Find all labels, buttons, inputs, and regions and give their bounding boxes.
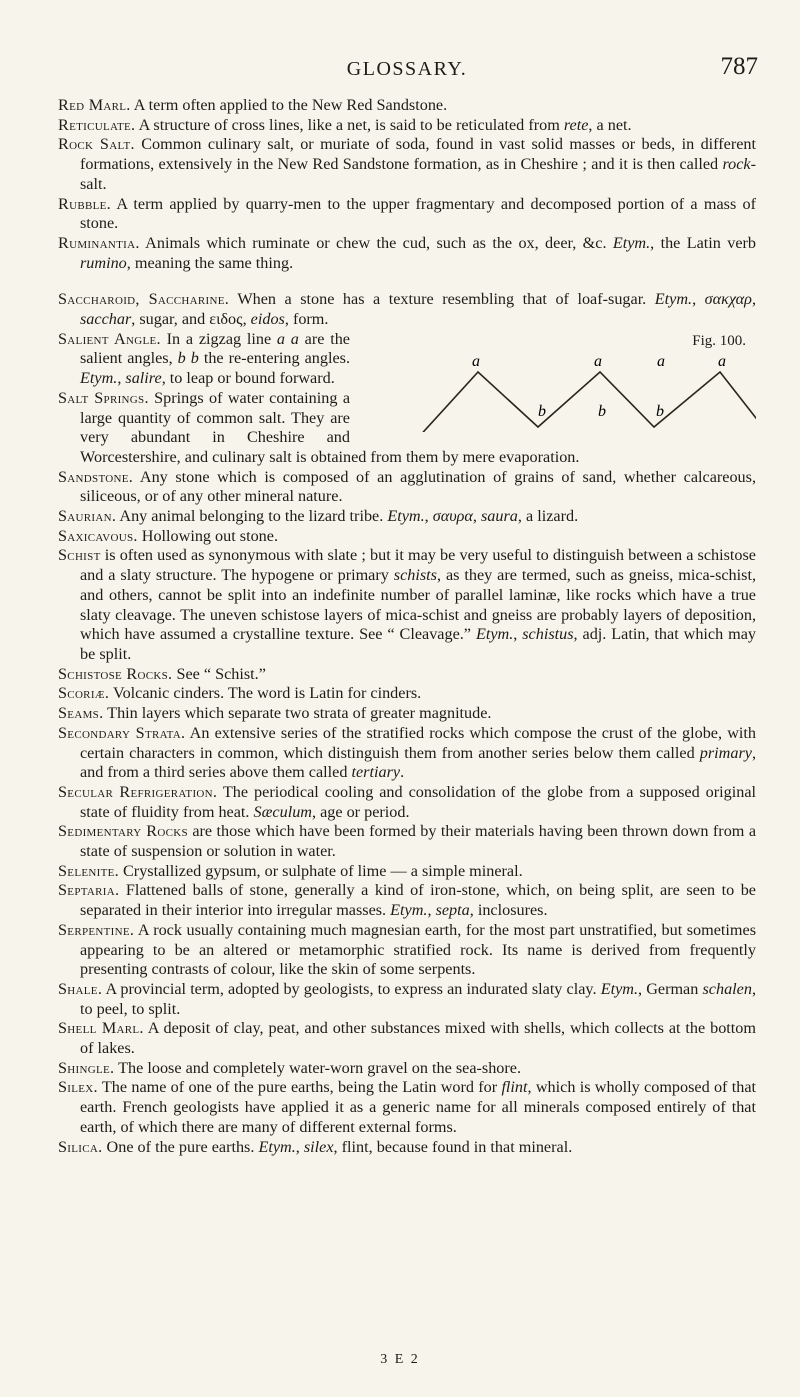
entry-definition: Any stone which is composed of an agglutination of grains of sand, whether calcareous, siliceous, or of any other mineral nature. <box>80 467 756 506</box>
entry-term: Ruminantia. <box>58 233 140 252</box>
entry-term: Schist <box>58 546 101 565</box>
printer-signature: 3 E 2 <box>380 1352 420 1367</box>
etymology-word: eidos <box>250 310 285 329</box>
entry-definition: Common culinary salt, or muriate of soda, found in vast solid masses or beds, in different formations, extensively in the New Red Sandstone formation, as in Cheshire ; and it is then called <box>80 135 756 174</box>
etymology-label: Etym. <box>612 233 651 252</box>
glossary-body <box>58 96 756 1157</box>
entry-definition: The periodical cooling and consolidation of the globe from a supposed original state of fluidity from heat. <box>80 782 757 821</box>
entry-term: Schistose Rocks. <box>58 664 173 683</box>
greek-word: σαυρα <box>432 507 473 526</box>
entry-red-marl <box>58 96 756 116</box>
entry-definition: See “ Schist.” <box>172 664 266 683</box>
entry-definition: Animals which ruminate or chew the cud, such as the ox, deer, &c. <box>139 233 613 252</box>
running-title: GLOSSARY. <box>346 58 468 80</box>
zigzag-diagram <box>360 332 756 432</box>
entry-selenite <box>58 862 756 882</box>
entry-term: Selenite. <box>58 861 119 880</box>
entry-term: Sedimentary Rocks <box>58 822 188 841</box>
figure-reference: a a <box>276 329 299 348</box>
entry-definition: , a lizard. <box>517 507 579 526</box>
entry-definition: are those which have been formed by their materials having been thrown down from a state of suspension or solution in water. <box>80 822 757 861</box>
entry-definition: , and from a third series above them called <box>80 743 756 782</box>
entry-definition: , <box>424 507 433 526</box>
entry-term: Saurian. <box>58 507 117 526</box>
greek-word: ειδος <box>209 310 243 329</box>
entry-term: Reticulate. <box>58 115 136 134</box>
greek-word: σακχαρ <box>704 290 752 309</box>
entry-scoriae <box>58 684 756 704</box>
entry-definition: An extensive series of the stratified rocks which compose the crust of the globe, with certain characters in common, which distinguish them from another series below them called <box>80 723 756 762</box>
entry-definition: One of the pure earths. <box>102 1137 259 1156</box>
entry-septaria <box>58 881 756 920</box>
emphasis-word: schists <box>393 566 437 585</box>
entry-definition: , German <box>638 979 703 998</box>
entry-serpentine <box>58 921 756 980</box>
entry-definition: , to leap or bound forward. <box>161 369 335 388</box>
entry-definition: . <box>400 763 405 782</box>
entry-term: Secondary Strata. <box>58 723 186 742</box>
entry-term: Serpentine. <box>58 920 135 939</box>
entry-definition: , <box>242 310 251 329</box>
point-label: a <box>472 352 480 370</box>
entry-term: Shale. <box>58 979 103 998</box>
figure-label: Fig. 100. <box>692 332 746 349</box>
entry-definition: , which is wholly composed of that earth. French geologists have applied it as a generic name for all minerals composed entirely of that earth, of which there are many of different external forms. <box>80 1078 756 1136</box>
entry-definition: A rock usually containing much magnesian earth, for the most part unstratified, but sometimes appearing to be an altered or metamorphic stratified rock. Its name is derived from frequently presenting contrasts of colour, like the skin of some serpents. <box>80 920 756 979</box>
entry-term: Shingle. <box>58 1058 115 1077</box>
etymology-label: Etym. <box>80 369 118 388</box>
entry-definition: , as they are termed, such as gneiss, mica-schist, and others, cannot be split into an indefinite number of parallel laminæ, like rocks which have a true slaty cleavage. The uneven schistose layers of mica-schist and gneiss are probably layers of deposition, which have assumed a crystalline texture. See “ Cleavage.” <box>80 566 756 644</box>
etymology-word: sacchar <box>80 310 132 329</box>
entry-term: Saccharoid, Saccharine. <box>58 290 230 309</box>
entry-definition: A term applied by quarry-men to the upper fragmentary and decomposed portion of a mass of stone. <box>80 194 756 233</box>
page-number: 787 <box>720 53 758 80</box>
entry-term: Saxicavous. <box>58 526 138 545</box>
entry-term: Red Marl. <box>58 96 131 114</box>
entry-rubble <box>58 195 756 234</box>
emphasis-word: tertiary <box>351 763 401 782</box>
entry-definition: Springs of water containing a large quantity of common salt. They are very abundant in Cheshire and Worcestershire, and culinary salt is obtained from them by mere evaporation. <box>80 388 580 466</box>
entry-definition: , sugar, and <box>131 310 210 329</box>
etymology-word: silex <box>303 1137 334 1156</box>
entry-definition: , flint, because found in that mineral. <box>333 1137 573 1156</box>
point-label: a <box>718 352 726 370</box>
entry-definition: In a zigzag line <box>160 329 277 348</box>
entry-definition: , <box>427 901 436 920</box>
etymology-word: schistus <box>522 625 574 644</box>
etymology-label: Etym. <box>475 625 514 644</box>
etymology-word: salire <box>125 369 162 388</box>
entry-term: Silex. <box>58 1078 98 1097</box>
entry-ruminantia <box>58 234 756 273</box>
entry-term: Rubble. <box>58 194 111 213</box>
entry-definition: Thin layers which separate two strata of greater magnitude. <box>103 704 492 723</box>
entry-definition: A deposit of clay, peat, and other substances mixed with shells, which collects at the bottom of lakes. <box>80 1019 756 1058</box>
emphasis-word: primary <box>699 743 752 762</box>
point-label: a <box>657 352 665 370</box>
entry-secular-refrigeration <box>58 783 756 822</box>
entry-term: Rock Salt. <box>58 135 135 154</box>
entry-definition: Flattened balls of stone, generally a kind of iron-stone, which, on being split, are seen to be separated in their interior into irregular masses. <box>80 881 756 920</box>
entry-saccharoid <box>58 290 756 329</box>
entry-definition: Crystallized gypsum, or sulphate of lime — a simple mineral. <box>118 861 523 880</box>
etymology-word: rumino <box>80 253 127 272</box>
entry-term: Seams. <box>58 704 104 723</box>
entry-definition: A provincial term, adopted by geologists, to express an indurated slaty clay. <box>102 979 601 998</box>
entry-definition: , <box>751 290 757 309</box>
entry-definition: -salt. <box>80 155 756 193</box>
entry-definition: Any animal belonging to the lizard tribe. <box>116 507 388 526</box>
entry-definition: , adj. Latin, that which may be split. <box>80 625 757 663</box>
entry-shell-marl <box>58 1019 756 1058</box>
entry-reticulate <box>58 116 756 136</box>
entry-shingle <box>58 1059 756 1079</box>
entry-silica <box>58 1138 756 1158</box>
emphasis-word: flint <box>501 1078 528 1097</box>
entry-definition: are the salient angles, <box>80 329 350 368</box>
emphasis-word: rock <box>722 155 751 174</box>
entry-definition: , age or period. <box>311 802 410 821</box>
entry-definition: , <box>472 507 481 526</box>
entry-secondary-strata <box>58 724 756 783</box>
entry-term: Silica. <box>58 1137 103 1156</box>
point-label: b <box>656 402 664 420</box>
entry-term: Scoriæ. <box>58 684 110 703</box>
etymology-word: rete <box>563 115 589 134</box>
point-label: b <box>598 402 606 420</box>
entry-term: Shell Marl. <box>58 1019 144 1038</box>
zigzag-line <box>416 372 756 432</box>
entry-silex <box>58 1078 756 1137</box>
entry-definition: , <box>295 1137 304 1156</box>
entry-saxicavous <box>58 527 756 547</box>
entry-sandstone <box>58 468 756 507</box>
entry-term: Salient Angle. <box>58 329 161 348</box>
entry-definition: , <box>117 369 126 388</box>
etymology-label: Etym. <box>600 979 638 998</box>
entry-definition: A term often applied to the New Red Sandstone. <box>130 96 448 114</box>
figure-reference: b b <box>177 349 199 368</box>
point-label: a <box>594 352 602 370</box>
entry-term: Septaria. <box>58 881 120 900</box>
entry-definition: the re-entering angles. <box>198 349 351 368</box>
etymology-label: Etym. <box>654 290 693 309</box>
entry-definition: When a stone has a texture resembling that of loaf-sugar. <box>229 290 655 309</box>
entry-schist <box>58 546 756 664</box>
point-label: b <box>538 402 546 420</box>
entry-sedimentary-rocks <box>58 822 756 861</box>
entry-term: Sandstone. <box>58 467 134 486</box>
entry-definition: , <box>692 290 705 309</box>
entry-definition: , form. <box>284 310 329 329</box>
entry-term: Secular Refrigeration. <box>58 782 218 801</box>
entry-definition: , <box>513 625 523 644</box>
entry-definition: , the Latin verb <box>650 233 756 252</box>
entry-definition: , a net. <box>588 115 632 134</box>
entry-definition: Volcanic cinders. The word is Latin for cinders. <box>109 684 422 703</box>
running-head <box>56 53 758 86</box>
entry-definition: The name of one of the pure earths, being the Latin word for <box>97 1078 502 1097</box>
entry-saurian <box>58 507 756 527</box>
entry-definition: A structure of cross lines, like a net, is said to be reticulated from <box>135 115 564 134</box>
entry-schistose-rocks <box>58 665 756 685</box>
zigzag-figure <box>360 332 756 432</box>
entry-definition: , inclosures. <box>469 901 548 920</box>
entry-shale <box>58 980 756 1019</box>
etymology-label: Etym. <box>387 507 425 526</box>
entry-definition: Hollowing out stone. <box>137 526 279 545</box>
entry-definition: is often used as synonymous with slate ; but it may be very useful to distinguish between a schistose and a slaty structure. The hypogene or primary <box>80 546 756 585</box>
entry-rock-salt <box>58 135 756 194</box>
etymology-word: schalen <box>702 979 752 998</box>
etymology-word: septa <box>435 901 470 920</box>
etymology-label: Etym. <box>258 1137 296 1156</box>
etymology-word: saura <box>481 507 518 526</box>
etymology-word: Sæculum <box>253 802 312 821</box>
etymology-label: Etym. <box>390 901 428 920</box>
entry-definition: , meaning the same thing. <box>126 253 294 272</box>
entry-definition: The loose and completely water-worn gravel on the sea-shore. <box>114 1058 522 1077</box>
entry-seams <box>58 704 756 724</box>
entry-definition: , to peel, to split. <box>80 979 756 1018</box>
entry-term: Salt Springs. <box>58 388 149 407</box>
